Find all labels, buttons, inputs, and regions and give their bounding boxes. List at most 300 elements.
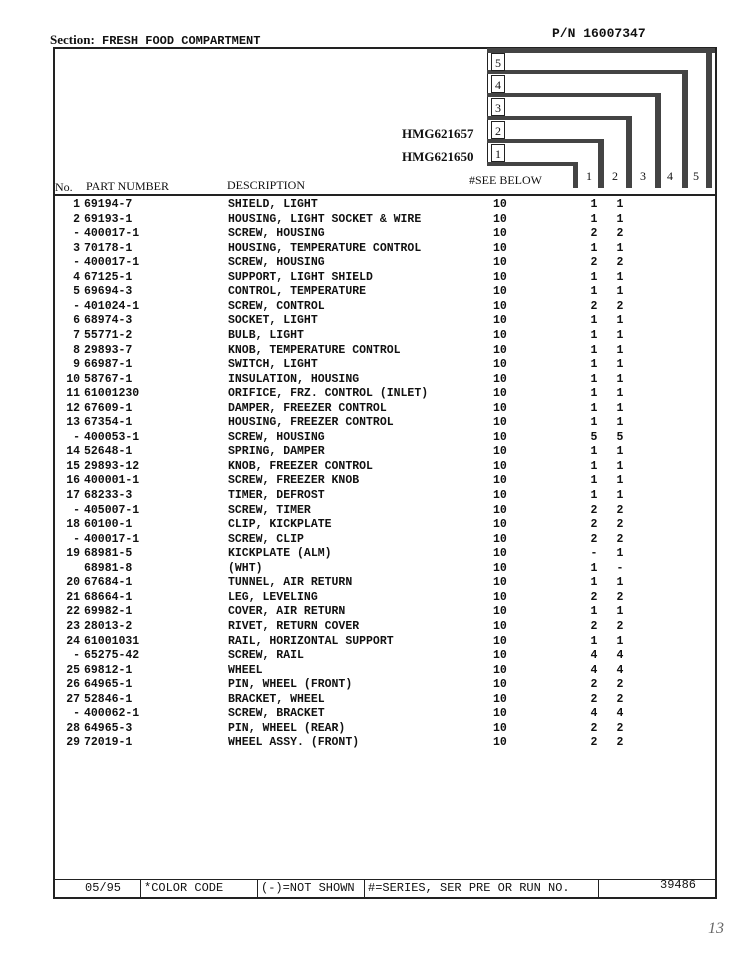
row-description: CLIP, KICKPLATE bbox=[228, 518, 332, 532]
row-qty-model-2: 2 bbox=[616, 590, 624, 604]
row-description: PIN, WHEEL (REAR) bbox=[228, 721, 346, 735]
row-series: 10 bbox=[493, 547, 507, 561]
row-series: 10 bbox=[493, 736, 507, 750]
table-row bbox=[0, 605, 750, 619]
row-qty-model-1: 1 bbox=[590, 634, 598, 648]
footer-series-legend: #=SERIES, SER PRE OR RUN NO. bbox=[368, 881, 570, 895]
row-qty-model-1: 1 bbox=[590, 401, 598, 415]
model-col-1: 1 bbox=[582, 169, 596, 184]
table-row bbox=[0, 504, 750, 518]
row-part-number: 400001-1 bbox=[84, 474, 140, 488]
row-qty-model-2: 1 bbox=[616, 372, 624, 386]
row-number: 13 bbox=[66, 416, 80, 430]
row-description: SCREW, BRACKET bbox=[228, 707, 325, 721]
table-row bbox=[0, 547, 750, 561]
step-label-1: 1 bbox=[491, 144, 505, 162]
row-qty-model-1: 1 bbox=[590, 270, 598, 284]
row-description: PIN, WHEEL (FRONT) bbox=[228, 678, 353, 692]
table-row bbox=[0, 373, 750, 387]
row-qty-model-1: 5 bbox=[590, 430, 598, 444]
row-number: 20 bbox=[66, 576, 80, 590]
step-label-2: 2 bbox=[491, 121, 505, 139]
row-series: 10 bbox=[493, 328, 507, 342]
row-qty-model-2: 5 bbox=[616, 430, 624, 444]
row-series: 10 bbox=[493, 576, 507, 590]
row-number: 12 bbox=[66, 401, 80, 415]
row-series: 10 bbox=[493, 518, 507, 532]
row-part-number: 55771-2 bbox=[84, 328, 133, 342]
table-row bbox=[0, 664, 750, 678]
row-number: 6 bbox=[73, 314, 80, 328]
row-number: 19 bbox=[66, 547, 80, 561]
row-qty-model-2: 2 bbox=[616, 227, 624, 241]
row-number: 28 bbox=[66, 721, 80, 735]
row-qty-model-2: 1 bbox=[616, 212, 624, 226]
table-row bbox=[0, 474, 750, 488]
stair-bar-4 bbox=[682, 70, 688, 188]
row-part-number: 70178-1 bbox=[84, 241, 133, 255]
row-qty-model-1: 1 bbox=[590, 576, 598, 590]
row-number: 17 bbox=[66, 489, 80, 502]
row-series: 10 bbox=[493, 299, 507, 313]
table-row bbox=[0, 213, 750, 227]
table-row bbox=[0, 707, 750, 721]
row-series: 10 bbox=[493, 459, 507, 473]
table-row bbox=[0, 431, 750, 445]
footer-color-code: *COLOR CODE bbox=[144, 881, 224, 895]
table-row bbox=[0, 242, 750, 256]
row-qty-model-2: 1 bbox=[616, 328, 624, 342]
row-number: 2 bbox=[73, 212, 80, 226]
row-qty-model-2: 1 bbox=[616, 416, 624, 430]
row-qty-model-2: 2 bbox=[616, 736, 624, 750]
row-description: TIMER, DEFROST bbox=[228, 489, 325, 502]
row-part-number: 67354-1 bbox=[84, 416, 133, 430]
row-series: 10 bbox=[493, 227, 507, 241]
row-number: 16 bbox=[66, 474, 80, 488]
row-number: 10 bbox=[66, 372, 80, 386]
row-series: 10 bbox=[493, 445, 507, 459]
row-qty-model-2: 2 bbox=[616, 256, 624, 270]
row-number: - bbox=[73, 256, 80, 270]
stair-h-1 bbox=[487, 139, 603, 143]
row-qty-model-1: 2 bbox=[590, 678, 598, 692]
table-row bbox=[0, 620, 750, 634]
row-qty-model-2: 1 bbox=[616, 198, 624, 211]
row-description: HOUSING, TEMPERATURE CONTROL bbox=[228, 241, 422, 255]
row-qty-model-1: 2 bbox=[590, 619, 598, 633]
row-series: 10 bbox=[493, 707, 507, 721]
row-part-number: 69982-1 bbox=[84, 605, 133, 619]
row-part-number: 29893-7 bbox=[84, 343, 133, 357]
row-number: - bbox=[73, 299, 80, 313]
row-series: 10 bbox=[493, 678, 507, 692]
row-description: WHEEL ASSY. (FRONT) bbox=[228, 736, 360, 750]
table-row bbox=[0, 562, 750, 576]
row-qty-model-2: 2 bbox=[616, 692, 624, 706]
row-description: KNOB, TEMPERATURE CONTROL bbox=[228, 343, 401, 357]
row-number: 7 bbox=[73, 328, 80, 342]
row-qty-model-2: 2 bbox=[616, 678, 624, 692]
row-qty-model-1: 1 bbox=[590, 241, 598, 255]
table-row bbox=[0, 635, 750, 649]
row-qty-model-1: 1 bbox=[590, 212, 598, 226]
row-qty-model-2: 1 bbox=[616, 314, 624, 328]
row-qty-model-2: 1 bbox=[616, 634, 624, 648]
row-series: 10 bbox=[493, 387, 507, 401]
row-series: 10 bbox=[493, 430, 507, 444]
row-description: WHEEL bbox=[228, 663, 263, 677]
row-description: SHIELD, LIGHT bbox=[228, 198, 318, 211]
table-row bbox=[0, 198, 750, 212]
row-qty-model-1: 4 bbox=[590, 707, 598, 721]
row-qty-model-1: 1 bbox=[590, 489, 598, 502]
row-qty-model-2: 1 bbox=[616, 576, 624, 590]
row-number: 14 bbox=[66, 445, 80, 459]
row-description: SUPPORT, LIGHT SHIELD bbox=[228, 270, 373, 284]
table-row bbox=[0, 402, 750, 416]
table-row bbox=[0, 300, 750, 314]
row-part-number: 68664-1 bbox=[84, 590, 133, 604]
row-series: 10 bbox=[493, 634, 507, 648]
row-qty-model-1: 4 bbox=[590, 663, 598, 677]
model-col-2: 2 bbox=[608, 169, 622, 184]
table-row bbox=[0, 344, 750, 358]
col-header-description: DESCRIPTION bbox=[227, 178, 306, 192]
row-number: - bbox=[73, 532, 80, 546]
row-qty-model-1: 2 bbox=[590, 590, 598, 604]
row-part-number: 65275-42 bbox=[84, 649, 140, 663]
step-label-4: 4 bbox=[491, 75, 505, 93]
col-header-part-number: PART NUMBER bbox=[86, 179, 169, 193]
footer-divider-4 bbox=[598, 879, 599, 897]
row-number: 27 bbox=[66, 692, 80, 706]
model-number-1: HMG621657 bbox=[402, 126, 474, 141]
footer-divider-3 bbox=[364, 879, 365, 897]
row-qty-model-1: 1 bbox=[590, 561, 598, 575]
stair-bar-5 bbox=[706, 48, 712, 188]
row-series: 10 bbox=[493, 212, 507, 226]
row-number: - bbox=[73, 707, 80, 721]
row-part-number: 69812-1 bbox=[84, 663, 133, 677]
row-qty-model-1: 4 bbox=[590, 649, 598, 663]
stair-bar-3 bbox=[655, 93, 661, 188]
model-col-5: 5 bbox=[689, 169, 703, 184]
row-description: SCREW, CLIP bbox=[228, 532, 304, 546]
row-description: COVER, AIR RETURN bbox=[228, 605, 346, 619]
row-qty-model-2: 4 bbox=[616, 649, 624, 663]
table-row bbox=[0, 416, 750, 430]
row-description: SCREW, HOUSING bbox=[228, 256, 325, 270]
row-series: 10 bbox=[493, 416, 507, 430]
row-qty-model-1: 1 bbox=[590, 285, 598, 299]
row-description: SOCKET, LIGHT bbox=[228, 314, 318, 328]
row-qty-model-1: 1 bbox=[590, 387, 598, 401]
table-row bbox=[0, 533, 750, 547]
row-series: 10 bbox=[493, 474, 507, 488]
row-number: - bbox=[73, 430, 80, 444]
row-part-number: 64965-1 bbox=[84, 678, 133, 692]
footer-divider-1 bbox=[140, 879, 141, 897]
row-qty-model-1: 2 bbox=[590, 227, 598, 241]
row-series: 10 bbox=[493, 619, 507, 633]
step-label-5: 5 bbox=[491, 53, 505, 71]
row-description: SWITCH, LIGHT bbox=[228, 358, 318, 372]
row-part-number: 400017-1 bbox=[84, 227, 140, 241]
row-part-number: 68981-8 bbox=[84, 561, 133, 575]
row-series: 10 bbox=[493, 489, 507, 502]
table-row bbox=[0, 489, 750, 503]
row-part-number: 67609-1 bbox=[84, 401, 133, 415]
col-header-see-below: #SEE BELOW bbox=[469, 173, 542, 187]
row-description: RIVET, RETURN COVER bbox=[228, 619, 360, 633]
footer-date: 05/95 bbox=[85, 881, 122, 895]
row-description: CONTROL, TEMPERATURE bbox=[228, 285, 367, 299]
row-number: - bbox=[73, 227, 80, 241]
model-col-3: 3 bbox=[636, 169, 650, 184]
row-description: KICKPLATE (ALM) bbox=[228, 547, 332, 561]
row-number: - bbox=[73, 503, 80, 517]
row-qty-model-1: 1 bbox=[590, 416, 598, 430]
row-series: 10 bbox=[493, 663, 507, 677]
row-qty-model-2: 1 bbox=[616, 270, 624, 284]
row-part-number: 400062-1 bbox=[84, 707, 140, 721]
row-qty-model-1: 1 bbox=[590, 198, 598, 211]
staircase-left-edge bbox=[487, 50, 488, 166]
row-qty-model-1: 1 bbox=[590, 445, 598, 459]
row-series: 10 bbox=[493, 532, 507, 546]
row-qty-model-1: 2 bbox=[590, 299, 598, 313]
table-row bbox=[0, 460, 750, 474]
row-number: 23 bbox=[66, 619, 80, 633]
table-row bbox=[0, 576, 750, 590]
row-description: SCREW, HOUSING bbox=[228, 227, 325, 241]
row-qty-model-1: 1 bbox=[590, 372, 598, 386]
row-number: 24 bbox=[66, 634, 80, 648]
row-part-number: 64965-3 bbox=[84, 721, 133, 735]
row-number: 3 bbox=[73, 241, 80, 255]
row-description: TUNNEL, AIR RETURN bbox=[228, 576, 353, 590]
row-qty-model-1: 2 bbox=[590, 256, 598, 270]
row-qty-model-2: 1 bbox=[616, 445, 624, 459]
model-number-2: HMG621650 bbox=[402, 149, 474, 164]
row-series: 10 bbox=[493, 401, 507, 415]
row-number: 5 bbox=[73, 285, 80, 299]
row-number: 25 bbox=[66, 663, 80, 677]
row-part-number: 68981-5 bbox=[84, 547, 133, 561]
row-number: 21 bbox=[66, 590, 80, 604]
row-number: 29 bbox=[66, 736, 80, 750]
row-part-number: 405007-1 bbox=[84, 503, 140, 517]
section-heading bbox=[50, 32, 260, 48]
row-number: 8 bbox=[73, 343, 80, 357]
table-row bbox=[0, 518, 750, 532]
header-rule bbox=[53, 194, 717, 196]
row-qty-model-1: 1 bbox=[590, 605, 598, 619]
footer-not-shown: (-)=NOT SHOWN bbox=[261, 881, 355, 895]
row-number: 18 bbox=[66, 518, 80, 532]
row-qty-model-2: 1 bbox=[616, 459, 624, 473]
stair-top-bar bbox=[487, 48, 715, 53]
row-description: HOUSING, FREEZER CONTROL bbox=[228, 416, 394, 430]
row-series: 10 bbox=[493, 561, 507, 575]
table-row bbox=[0, 722, 750, 736]
row-number: 15 bbox=[66, 459, 80, 473]
row-part-number: 52648-1 bbox=[84, 445, 133, 459]
row-qty-model-1: 1 bbox=[590, 343, 598, 357]
row-part-number: 67125-1 bbox=[84, 270, 133, 284]
row-qty-model-2: - bbox=[616, 561, 624, 575]
row-qty-model-1: 2 bbox=[590, 503, 598, 517]
row-qty-model-2: 2 bbox=[616, 532, 624, 546]
row-number: 4 bbox=[73, 270, 80, 284]
row-number: 1 bbox=[73, 198, 80, 211]
row-qty-model-2: 2 bbox=[616, 518, 624, 532]
row-qty-model-1: 1 bbox=[590, 474, 598, 488]
row-part-number: 58767-1 bbox=[84, 372, 133, 386]
row-description: BRACKET, WHEEL bbox=[228, 692, 325, 706]
row-series: 10 bbox=[493, 590, 507, 604]
row-description: DAMPER, FREEZER CONTROL bbox=[228, 401, 387, 415]
part-number-heading: P/N 16007347 bbox=[552, 26, 646, 41]
table-row bbox=[0, 227, 750, 241]
table-row bbox=[0, 678, 750, 692]
row-series: 10 bbox=[493, 285, 507, 299]
stair-bar-1 bbox=[598, 139, 604, 188]
row-description: LEG, LEVELING bbox=[228, 590, 318, 604]
stair-bar-base bbox=[573, 162, 578, 188]
row-part-number: 72019-1 bbox=[84, 736, 133, 750]
stair-bar-2 bbox=[626, 116, 632, 188]
table-row bbox=[0, 591, 750, 605]
row-description: HOUSING, LIGHT SOCKET & WIRE bbox=[228, 212, 422, 226]
row-description: SCREW, RAIL bbox=[228, 649, 304, 663]
row-qty-model-1: - bbox=[590, 547, 598, 561]
row-part-number: 68233-3 bbox=[84, 489, 133, 502]
footer-divider-2 bbox=[257, 879, 258, 897]
row-description: SCREW, TIMER bbox=[228, 503, 311, 517]
row-part-number: 61001230 bbox=[84, 387, 140, 401]
stair-h-4 bbox=[487, 70, 687, 74]
row-part-number: 66987-1 bbox=[84, 358, 133, 372]
row-series: 10 bbox=[493, 503, 507, 517]
row-qty-model-1: 1 bbox=[590, 459, 598, 473]
row-part-number: 400017-1 bbox=[84, 256, 140, 270]
row-part-number: 52846-1 bbox=[84, 692, 133, 706]
row-part-number: 28013-2 bbox=[84, 619, 133, 633]
col-header-no: No. bbox=[55, 180, 73, 194]
row-description: SCREW, FREEZER KNOB bbox=[228, 474, 360, 488]
step-label-3: 3 bbox=[491, 98, 505, 116]
row-part-number: 400017-1 bbox=[84, 532, 140, 546]
row-description: KNOB, FREEZER CONTROL bbox=[228, 459, 373, 473]
row-part-number: 400053-1 bbox=[84, 430, 140, 444]
row-description: ORIFICE, FRZ. CONTROL (INLET) bbox=[228, 387, 429, 401]
row-qty-model-2: 1 bbox=[616, 343, 624, 357]
row-number: 22 bbox=[66, 605, 80, 619]
row-description: SCREW, CONTROL bbox=[228, 299, 325, 313]
row-qty-model-2: 1 bbox=[616, 401, 624, 415]
row-qty-model-1: 2 bbox=[590, 736, 598, 750]
row-qty-model-2: 1 bbox=[616, 387, 624, 401]
row-series: 10 bbox=[493, 343, 507, 357]
row-qty-model-2: 1 bbox=[616, 241, 624, 255]
table-row bbox=[0, 285, 750, 299]
row-qty-model-1: 1 bbox=[590, 314, 598, 328]
row-series: 10 bbox=[493, 372, 507, 386]
row-qty-model-2: 1 bbox=[616, 358, 624, 372]
row-qty-model-2: 2 bbox=[616, 721, 624, 735]
table-row bbox=[0, 387, 750, 401]
table-row bbox=[0, 329, 750, 343]
row-description: SPRING, DAMPER bbox=[228, 445, 325, 459]
model-col-4: 4 bbox=[663, 169, 677, 184]
row-series: 10 bbox=[493, 256, 507, 270]
row-part-number: 67684-1 bbox=[84, 576, 133, 590]
row-qty-model-1: 2 bbox=[590, 532, 598, 546]
row-description: INSULATION, HOUSING bbox=[228, 372, 360, 386]
footer-doc-number: 39486 bbox=[660, 878, 697, 892]
table-row bbox=[0, 736, 750, 750]
row-series: 10 bbox=[493, 314, 507, 328]
row-description: (WHT) bbox=[228, 561, 263, 575]
section-label: Section: bbox=[50, 32, 95, 47]
row-part-number: 29893-12 bbox=[84, 459, 140, 473]
table-row bbox=[0, 256, 750, 270]
row-part-number: 69193-1 bbox=[84, 212, 133, 226]
table-row bbox=[0, 693, 750, 707]
row-part-number: 60100-1 bbox=[84, 518, 133, 532]
stair-h-3 bbox=[487, 93, 659, 97]
row-description: RAIL, HORIZONTAL SUPPORT bbox=[228, 634, 394, 648]
row-series: 10 bbox=[493, 605, 507, 619]
row-series: 10 bbox=[493, 270, 507, 284]
row-part-number: 401024-1 bbox=[84, 299, 140, 313]
row-qty-model-2: 1 bbox=[616, 285, 624, 299]
row-qty-model-2: 1 bbox=[616, 489, 624, 502]
row-qty-model-2: 1 bbox=[616, 547, 624, 561]
row-series: 10 bbox=[493, 198, 507, 211]
table-row bbox=[0, 271, 750, 285]
table-row bbox=[0, 649, 750, 663]
margin-mark: 13 bbox=[708, 920, 724, 937]
row-part-number: 69194-7 bbox=[84, 198, 133, 211]
row-part-number: 69694-3 bbox=[84, 285, 133, 299]
row-qty-model-2: 2 bbox=[616, 619, 624, 633]
row-qty-model-2: 2 bbox=[616, 299, 624, 313]
table-row bbox=[0, 445, 750, 459]
row-qty-model-1: 2 bbox=[590, 692, 598, 706]
row-series: 10 bbox=[493, 692, 507, 706]
stair-h-2 bbox=[487, 116, 630, 120]
row-qty-model-1: 2 bbox=[590, 721, 598, 735]
row-number: - bbox=[73, 649, 80, 663]
row-number: 11 bbox=[66, 387, 80, 401]
row-qty-model-2: 4 bbox=[616, 707, 624, 721]
row-number: 9 bbox=[73, 358, 80, 372]
row-series: 10 bbox=[493, 358, 507, 372]
row-number: 26 bbox=[66, 678, 80, 692]
row-qty-model-2: 2 bbox=[616, 503, 624, 517]
row-series: 10 bbox=[493, 721, 507, 735]
table-row bbox=[0, 358, 750, 372]
row-qty-model-2: 4 bbox=[616, 663, 624, 677]
row-series: 10 bbox=[493, 241, 507, 255]
row-qty-model-2: 1 bbox=[616, 605, 624, 619]
section-value: FRESH FOOD COMPARTMENT bbox=[102, 34, 261, 48]
table-row bbox=[0, 314, 750, 328]
row-qty-model-1: 2 bbox=[590, 518, 598, 532]
